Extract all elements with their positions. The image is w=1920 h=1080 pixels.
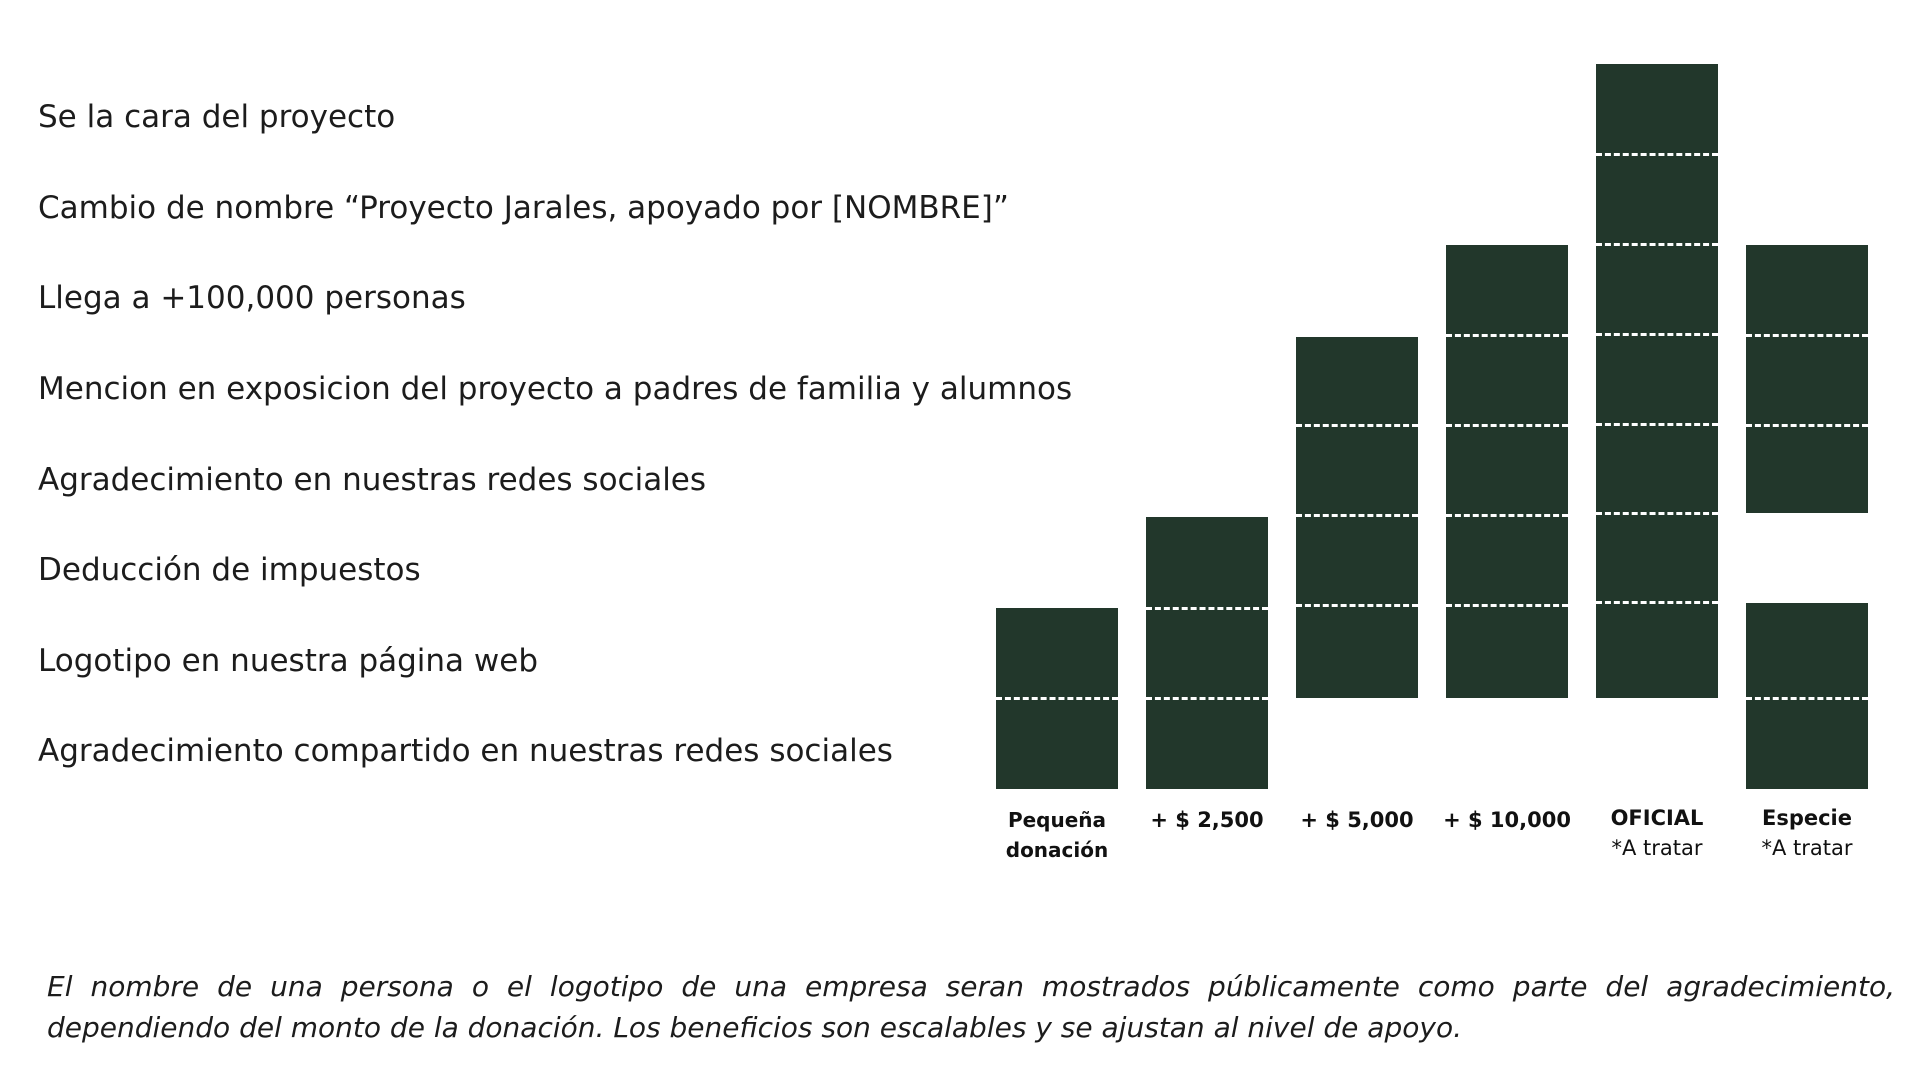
level-divider <box>1446 424 1568 427</box>
level-divider <box>1596 512 1718 515</box>
tier-column-small-donation <box>996 0 1118 900</box>
level-divider <box>996 697 1118 700</box>
tier-column-oficial <box>1596 0 1718 900</box>
level-divider <box>1446 514 1568 517</box>
level-divider <box>1596 243 1718 246</box>
footnote: El nombre de una persona o el logotipo de una empresa seran mostrados públicamente como parte del agradecimiento, dependiendo del monto de la donación. Los beneficios son escalables y se ajustan al nivel de apoyo. <box>47 970 1895 1044</box>
tier-block <box>1446 245 1568 698</box>
tier-label-small-donation <box>982 805 1132 865</box>
tier-block <box>1296 337 1418 698</box>
level-divider <box>1146 607 1268 610</box>
benefit-item: Se la cara del proyecto <box>38 99 396 135</box>
benefit-item: Deducción de impuestos <box>38 552 421 588</box>
level-divider <box>1446 604 1568 607</box>
tier-name: + $ 10,000 <box>1443 808 1571 832</box>
level-divider <box>1296 424 1418 427</box>
level-divider <box>1746 697 1868 700</box>
tier-column-2500 <box>1146 0 1268 900</box>
level-divider <box>1596 333 1718 336</box>
level-divider <box>1296 604 1418 607</box>
benefit-item: Agradecimiento en nuestras redes sociales <box>38 462 707 498</box>
tier-label-2500 <box>1132 805 1282 835</box>
tier-sublabel: *A tratar <box>1761 836 1853 860</box>
level-divider <box>1146 697 1268 700</box>
tier-block <box>1746 603 1868 789</box>
level-divider <box>1296 514 1418 517</box>
level-divider <box>1746 334 1868 337</box>
tier-label-5000 <box>1282 805 1432 835</box>
tier-column-10000 <box>1446 0 1568 900</box>
tier-column-especie <box>1746 0 1868 900</box>
tier-name: + $ 5,000 <box>1300 808 1414 832</box>
benefit-item: Llega a +100,000 personas <box>38 280 466 316</box>
tier-name: + $ 2,500 <box>1150 808 1264 832</box>
tier-column-5000 <box>1296 0 1418 900</box>
level-divider <box>1596 601 1718 604</box>
tier-block <box>1746 245 1868 513</box>
level-divider <box>1446 334 1568 337</box>
level-divider <box>1596 423 1718 426</box>
benefit-item: Logotipo en nuestra página web <box>38 643 539 679</box>
level-divider <box>1746 424 1868 427</box>
tier-name: OFICIAL <box>1610 806 1704 830</box>
tier-name: Pequeña <box>1007 808 1107 832</box>
tier-sublabel: *A tratar <box>1611 836 1703 860</box>
level-divider <box>1596 153 1718 156</box>
tier-label-10000 <box>1432 805 1582 835</box>
tier-label-especie <box>1732 803 1882 863</box>
tier-block <box>1146 517 1268 789</box>
tier-sublabel: donación <box>1005 838 1109 862</box>
tier-label-oficial <box>1582 803 1732 863</box>
benefit-item: Agradecimiento compartido en nuestras redes sociales <box>38 733 893 769</box>
benefit-item: Cambio de nombre “Proyecto Jarales, apoyado por [NOMBRE]” <box>38 190 1009 226</box>
tier-name: Especie <box>1761 806 1852 830</box>
benefit-item: Mencion en exposicion del proyecto a padres de familia y alumnos <box>38 371 1073 407</box>
